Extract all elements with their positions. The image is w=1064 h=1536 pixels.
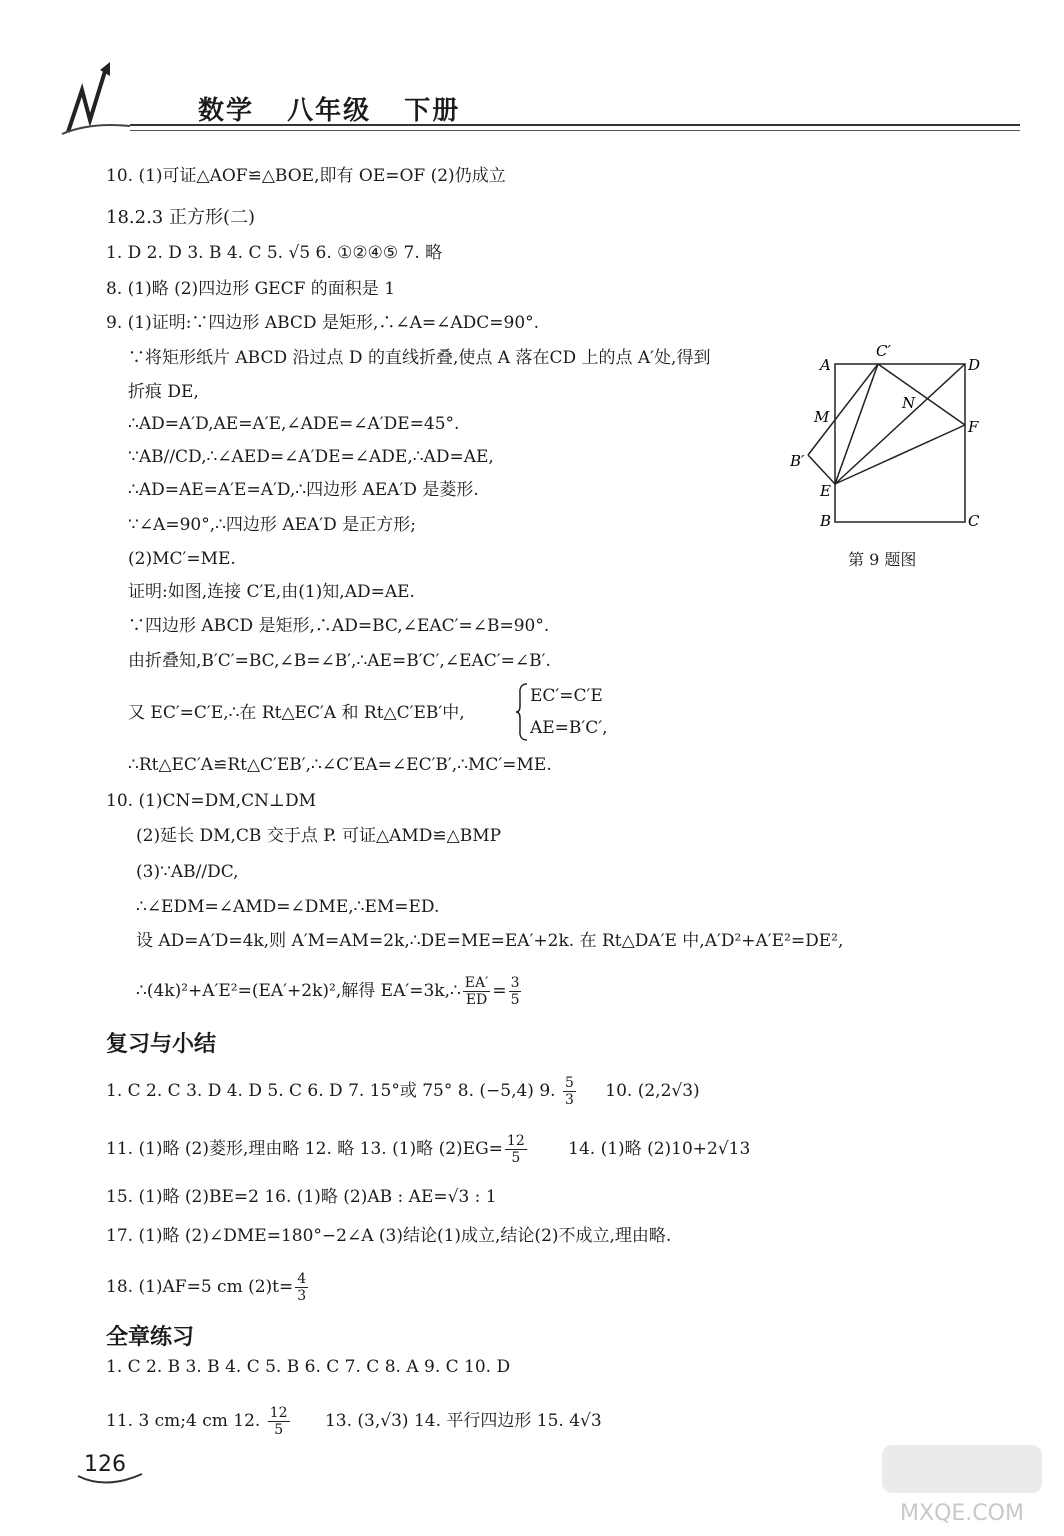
segment-eb1 [808,455,835,484]
segment-ed [835,364,965,484]
answer-line: 折痕 DE, [128,382,199,402]
answer-text: 11. 3 cm;4 cm 12. [106,1411,261,1431]
watermark-text: MXQE.COM [900,1501,1024,1526]
numerator: 5 [564,1075,574,1091]
denominator: 5 [511,1150,521,1166]
answer-line: 证明:如图,连接 C′E,由(1)知,AD=AE. [128,582,415,602]
answer-line [106,1271,310,1304]
answer-line: 由折叠知,B′C′=BC,∠B=∠B′,∴AE=B′C′,∠EAC′=∠B′. [128,651,551,671]
fraction [268,1405,290,1438]
segment-ef [835,425,965,484]
answer-line: (3)∵AB//DC, [136,862,239,882]
answer-line: (2)MC′=ME. [128,549,236,569]
figure-caption: 第 9 题图 [848,550,917,569]
answer-line: ∵AB//CD,∴∠AED=∠A′DE=∠ADE,∴AD=AE, [128,447,494,467]
segment-c1f [878,364,965,425]
system-equation: EC′=C′E [530,686,603,706]
answer-line: 15. (1)略 (2)BE=2 16. (1)略 (2)AB : AE=√3 : 1 [106,1187,497,1207]
answer-line: ∴AD=AE=A′E=A′D,∴四边形 AEA′D 是菱形. [128,480,479,500]
answer-line: 9. (1)证明:∵四边形 ABCD 是矩形,∴∠A=∠ADC=90°. [106,313,540,333]
label-N: N [902,394,916,412]
brace-icon [515,682,529,742]
numerator: 12 [506,1133,525,1149]
answer-line: 又 EC′=C′E,∴在 Rt△EC′A 和 Rt△C′EB′中, [128,703,465,723]
header-rule [130,124,1020,126]
numerator: 3 [510,975,520,991]
answer-line: 10. (1)可证△AOF≌△BOE,即有 OE=OF (2)仍成立 [106,166,506,186]
denominator: 5 [274,1422,284,1438]
answer-text: 10. (2,2√3) [605,1081,700,1101]
system-equation: AE=B′C′, [530,718,608,738]
answer-text: 18. (1)AF=5 cm (2)t= [106,1277,294,1297]
label-D: D [968,356,981,374]
answer-line: ∵∠A=90°,∴四边形 AEA′D 是正方形; [128,515,416,535]
book-logo-icon [60,60,140,140]
label-C: C [968,512,980,530]
section-title-chapter: 全章练习 [106,1325,195,1350]
rectangle-abcd [835,364,965,522]
answer-line: 8. (1)略 (2)四边形 GECF 的面积是 1 [106,279,396,299]
fraction [505,1133,527,1166]
label-E: E [820,482,831,500]
equals-sign: = [492,981,507,1001]
answer-text: 11. (1)略 (2)菱形,理由略 12. 略 13. (1)略 (2)EG= [106,1139,503,1159]
section-title-review: 复习与小结 [106,1032,217,1057]
answer-line: 1. C 2. B 3. B 4. C 5. B 6. C 7. C 8. A 9. C 10. D [106,1357,511,1377]
label-B: B [820,512,832,530]
answer-line: 设 AD=A′D=4k,则 A′M=AM=2k,∴DE=ME=EA′+2k. 在 Rt△DA′E 中,A′D²+A′E²=DE², [136,931,844,951]
denominator: 3 [564,1092,574,1108]
answer-text: 1. C 2. C 3. D 4. D 5. C 6. D 7. 15°或 75° 8. (−5,4) 9. [106,1081,556,1101]
fraction [463,975,491,1008]
book-title: 数学 八年级 下册 [198,96,461,126]
label-B1: B′ [790,452,805,470]
section-heading: 18.2.3 正方形(二) [106,207,256,228]
fraction [563,1075,576,1108]
watermark-logo [872,1440,1052,1530]
denominator: ED [465,992,488,1008]
fraction [295,1271,308,1304]
answer-line: ∵将矩形纸片 ABCD 沿过点 D 的直线折叠,使点 A 落在CD 上的点 A′处,得到 [128,348,711,368]
answer-line: ∵四边形 ABCD 是矩形,∴AD=BC,∠EAC′=∠B=90°. [128,616,550,636]
answer-line: ∴Rt△EC′A≌Rt△C′EB′,∴∠C′EA=∠EC′B′,∴MC′=ME. [128,755,552,775]
answer-line: (2)延长 DM,CB 交于点 P. 可证△AMD≌△BMP [136,826,502,846]
page-header [60,60,1020,140]
equation-text: ∴(4k)²+A′E²=(EA′+2k)²,解得 EA′=3k,∴ [136,981,461,1001]
answer-line [106,1075,700,1108]
answer-line: ∴∠EDM=∠AMD=∠DME,∴EM=ED. [136,897,440,917]
fraction [509,975,522,1008]
denominator: 5 [510,992,520,1008]
answer-line [106,1133,750,1166]
label-C1: C′ [876,342,891,360]
answer-line: 10. (1)CN=DM,CN⊥DM [106,791,316,811]
answer-line: 1. D 2. D 3. B 4. C 5. √5 6. ①②④⑤ 7. 略 [106,243,443,263]
numerator: 12 [269,1405,288,1421]
page-number: 126 [84,1452,126,1477]
numerator: EA′ [464,975,489,991]
page-number-swoosh-icon [76,1470,146,1490]
label-A: A [820,356,831,374]
answer-line: ∴AD=A′D,AE=A′E,∠ADE=∠A′DE=45°. [128,414,460,434]
numerator: 4 [297,1271,307,1287]
answer-line: 17. (1)略 (2)∠DME=180°−2∠A (3)结论(1)成立,结论(2)不成立,理由略. [106,1226,672,1246]
answer-line [106,1405,602,1438]
figure-9-diagram [790,340,990,530]
header-rule-thin [130,130,1020,131]
answer-text: 14. (1)略 (2)10+2√13 [568,1139,751,1159]
denominator: 3 [297,1288,307,1304]
label-M: M [814,408,830,426]
label-F: F [968,418,979,436]
answer-line [136,975,523,1008]
answer-text: 13. (3,√3) 14. 平行四边形 15. 4√3 [324,1411,602,1431]
